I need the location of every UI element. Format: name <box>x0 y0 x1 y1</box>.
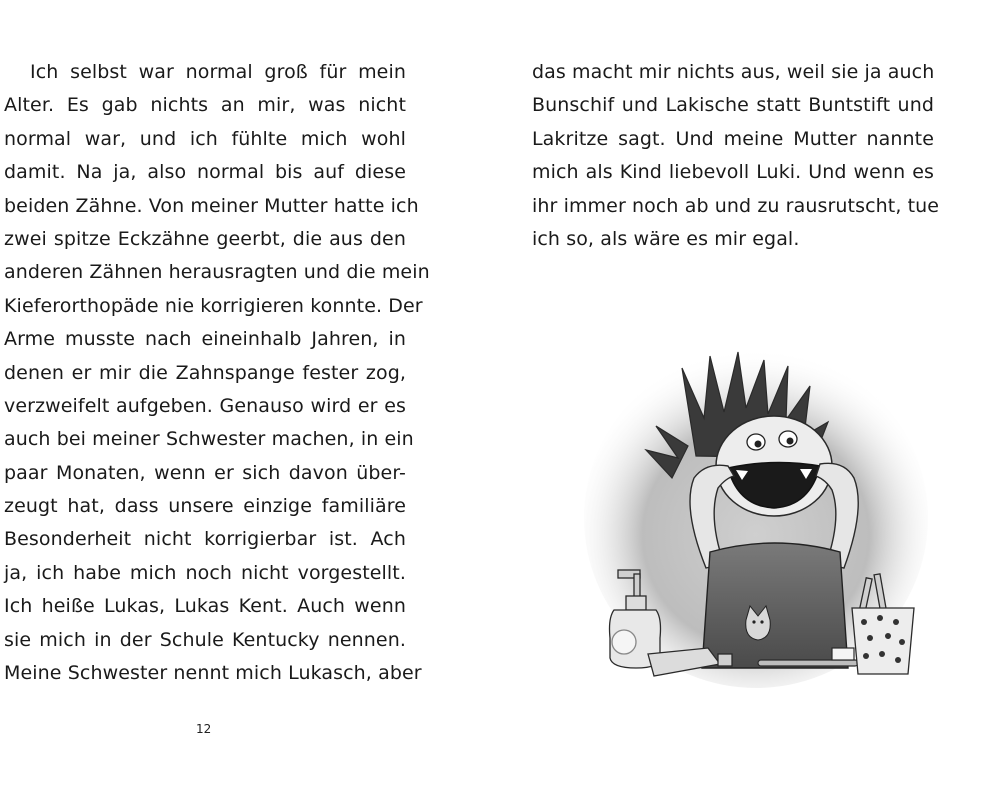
text-line: Arme musste nach eineinhalb Jahren, in <box>4 328 406 351</box>
text-line: ihr immer noch ab und zu rausrutscht, tue <box>532 194 940 217</box>
text-line: Kieferorthopäde nie korrigieren konnte. Der <box>4 294 423 317</box>
text-line: Lakritze sagt. Und meine Mutter nannte <box>532 127 934 150</box>
text-line: Bunschif und Lakische statt Buntstift und <box>532 94 934 117</box>
text-line: damit. Na ja, also normal bis auf diese <box>4 161 406 184</box>
left-page-text <box>4 56 430 690</box>
text-line: ich so, als wäre es mir egal. <box>532 227 800 250</box>
text-line: Alter. Es gab nichts an mir, was nicht <box>4 94 406 117</box>
text-line: anderen Zähnen herausragten und die mein <box>4 261 430 284</box>
text-line: zwei spitze Eckzähne geerbt, die aus den <box>4 227 406 250</box>
boy-brushing-teeth-illustration <box>578 338 934 690</box>
text-line: Ich selbst war normal groß für mein <box>30 61 406 83</box>
right-page-text <box>532 56 940 256</box>
text-line: das macht mir nichts aus, weil sie ja auch <box>532 61 935 83</box>
text-line: Ich heiße Lukas, Lukas Kent. Auch wenn <box>4 595 406 618</box>
text-line: paar Monaten, wenn er sich davon über- <box>4 461 406 484</box>
text-line: sie mich in der Schule Kentucky nennen. <box>4 628 406 651</box>
text-line: normal war, und ich fühlte mich wohl <box>4 127 406 150</box>
text-line: auch bei meiner Schwester machen, in ein <box>4 428 414 451</box>
text-line: mich als Kind liebevoll Luki. Und wenn es <box>532 161 934 184</box>
text-line: Besonderheit nicht korrigierbar ist. Ach <box>4 528 406 551</box>
page-number: 12 <box>196 722 212 736</box>
text-line: ja, ich habe mich noch nicht vorgestellt. <box>4 561 406 584</box>
right-page <box>500 0 1000 800</box>
text-line: verzweifelt aufgeben. Genauso wird er es <box>4 394 406 417</box>
text-line: Meine Schwester nennt mich Lukasch, aber <box>4 662 422 685</box>
text-line: zeugt hat, dass unsere einzige familiäre <box>4 495 406 518</box>
text-line: beiden Zähne. Von meiner Mutter hatte ich <box>4 194 419 217</box>
text-line: denen er mir die Zahnspange fester zog, <box>4 361 406 384</box>
shirt <box>702 543 848 668</box>
